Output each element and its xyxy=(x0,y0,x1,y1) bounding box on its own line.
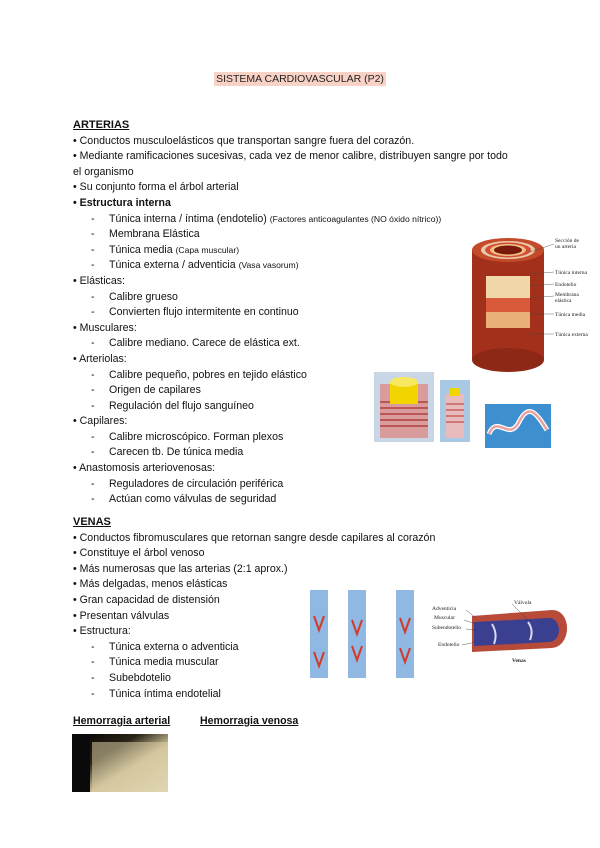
venas-line: • Presentan válvulas xyxy=(73,609,170,622)
anastomosis-heading: • Anastomosis arteriovenosas: xyxy=(73,462,216,475)
hemorragia-image xyxy=(72,734,168,792)
musculares-heading: • Musculares: xyxy=(73,321,137,334)
venas-line: • Más delgadas, menos elásticas xyxy=(73,578,228,591)
list-item: - Subebdotelio xyxy=(91,671,171,684)
vein-label: Endotelio xyxy=(438,642,460,648)
capillary-figure xyxy=(440,380,470,442)
list-item: - Regulación del flujo sanguíneo xyxy=(91,399,254,412)
list-item: - Convierten flujo intermitente en continuo xyxy=(91,306,299,319)
artery-label: Túnica interna xyxy=(555,270,587,276)
capillary-network-figure xyxy=(485,404,551,448)
vein-label: Subendotelio xyxy=(432,625,462,631)
venas-line: • Más numerosas que las arterias (2:1 aprox.) xyxy=(73,562,288,575)
arterias-section xyxy=(73,118,508,508)
list-item: - Túnica media (Capa muscular) xyxy=(91,243,240,256)
arterias-line: el organismo xyxy=(73,165,134,178)
list-item: - Origen de capilares xyxy=(91,384,201,397)
list-item: - Túnica íntima endotelial xyxy=(91,687,221,700)
list-item: - Túnica externa o adventicia xyxy=(91,640,239,653)
artery-label: Túnica externa xyxy=(555,332,588,338)
arterias-line: • Mediante ramificaciones sucesivas, cada vez de menor calibre, distribuyen sangre por todo xyxy=(73,150,508,163)
artery-label: Membrana elástica xyxy=(555,292,579,304)
artery-label: Endotelio xyxy=(555,282,577,288)
arterias-line: • Conductos musculoelásticos que transportan sangre fuera del corazón. xyxy=(73,134,415,147)
arterias-heading: ARTERIAS xyxy=(73,119,130,131)
artery-section-figure xyxy=(470,234,588,374)
vein-label: Válvula xyxy=(514,600,532,606)
venas-line: • Gran capacidad de distensión xyxy=(73,593,220,606)
hemorragia-arterial-label: Hemorragia arterial xyxy=(73,715,171,727)
list-item: - Calibre grueso xyxy=(91,290,178,303)
arterias-line: • Su conjunto forma el árbol arterial xyxy=(73,181,239,194)
estructura-heading: • Estructura interna xyxy=(73,196,171,209)
artery-label: Túnica media xyxy=(555,312,586,318)
artery-label: Sección de un arteria xyxy=(555,238,579,250)
list-item: - Calibre microscópico. Forman plexos xyxy=(91,430,284,443)
list-item: - Calibre pequeño, pobres en tejido elástico xyxy=(91,368,307,381)
elasticas-heading: • Elásticas: xyxy=(73,274,125,287)
venas-line: • Conductos fibromusculares que retornan sangre desde capilares al corazón xyxy=(73,531,436,544)
venas-line: • Constituye el árbol venoso xyxy=(73,547,205,560)
list-item: - Calibre mediano. Carece de elástica ext. xyxy=(91,337,300,350)
arteriolas-heading: • Arteriolas: xyxy=(73,352,127,365)
list-item: - Reguladores de circulación periférica xyxy=(91,477,284,490)
list-item: - Actúan como válvulas de seguridad xyxy=(91,493,277,506)
vein-section-figure xyxy=(432,596,582,668)
list-item: - Túnica externa / adventicia (Vasa vasorum) xyxy=(91,259,299,272)
page-title: SISTEMA CARDIOVASCULAR (P2) xyxy=(216,73,384,85)
list-item: - Carecen tb. De túnica media xyxy=(91,446,244,459)
list-item: - Túnica media muscular xyxy=(91,656,219,669)
vein-label: Adventicia xyxy=(432,606,457,612)
hemorragia-venosa-label: Hemorragia venosa xyxy=(200,715,299,727)
venas-heading: VENAS xyxy=(73,516,111,528)
list-item: - Túnica interna / íntima (endotelio) (Factores anticoagulantes (NO óxido nítrico)) xyxy=(91,212,442,225)
vein-label: Muscular xyxy=(434,615,455,621)
vein-valves-figure xyxy=(306,590,424,678)
arteriole-figure xyxy=(374,372,434,442)
list-item: - Membrana Elástica xyxy=(91,228,200,241)
capilares-heading: • Capilares: xyxy=(73,415,128,428)
venas-line: • Estructura: xyxy=(73,625,131,638)
vein-label: Venas xyxy=(512,658,526,664)
